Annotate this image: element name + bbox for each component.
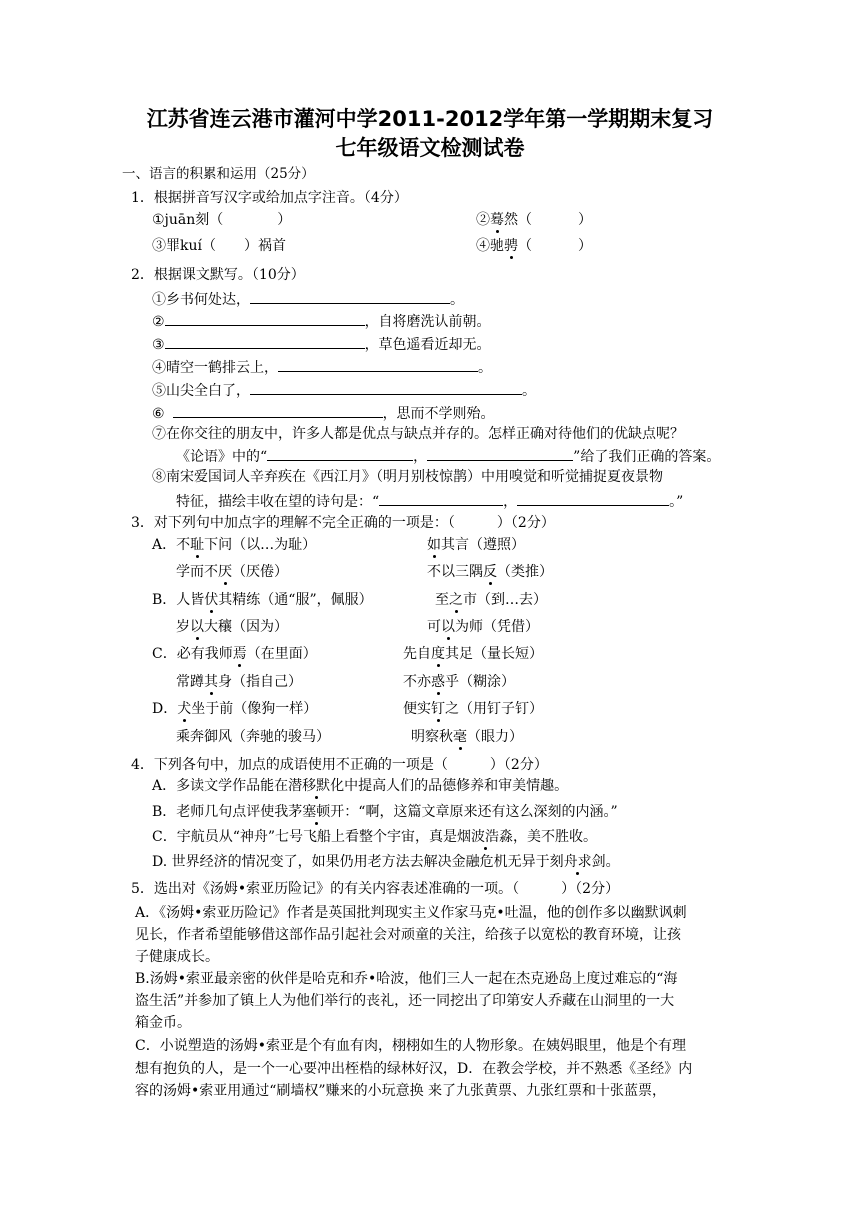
q5-option-a-line1: A．《汤姆•索亚历险记》作者是英国批判现实主义作家马克•吐温，他的创作多以幽默讽刺	[135, 905, 687, 921]
fill-blank[interactable]	[517, 491, 669, 506]
q3-a3-dotted: 厌	[218, 564, 232, 580]
q3-d1-dotted: 犬	[177, 701, 192, 717]
q5-option-b-line3: 箱金币。	[135, 1015, 191, 1031]
q2-l4-pre: ④晴空一鹤排云上，	[152, 360, 278, 376]
q3-c3-dotted: 其	[204, 674, 218, 690]
q2-l4-post: 。	[478, 360, 492, 376]
q1-b-text: 然（	[504, 212, 532, 228]
q4-b-post: ：“啊，这篇文章原来还有这么深刻的内涵。”	[344, 804, 618, 820]
q5-option-a-line2: 见长，作者希望能够借这部作品引起社会对顽童的关注，给孩子以宽松的教育环境，让孩	[135, 927, 681, 943]
q3-d4-dotted: 毫	[453, 729, 467, 745]
q3-a1-post: 下问（以…为耻）	[204, 537, 317, 553]
q4-d-idiom: 刻舟求剑	[549, 854, 606, 870]
q2-l1-post: 。	[450, 292, 464, 308]
q1-c-close: ）祸首	[243, 238, 286, 254]
q3-c4-dotted: 惑	[431, 674, 445, 690]
q2-l6-post: ，思而不学则殆。	[382, 406, 495, 422]
q3-option-c2	[403, 645, 543, 663]
q3-a2-post: 其言（遵照）	[441, 537, 525, 553]
q2-l8b-mid: ，	[503, 494, 518, 510]
q2-line-5	[152, 380, 536, 400]
fill-blank[interactable]	[379, 491, 503, 506]
q3-option-c3	[176, 673, 302, 691]
q3-d4-post: （眼力）	[467, 729, 523, 745]
q2-line-8b	[176, 491, 683, 511]
q4-a-idiom: 潜移默化	[288, 778, 345, 794]
q3-d2-post: 之（用钉子钉）	[445, 701, 543, 717]
q2-l7b-mid: ，	[413, 449, 428, 465]
q3-c4-pre: 不亦	[403, 674, 431, 690]
q3-option-a3	[176, 563, 288, 581]
fill-blank[interactable]	[173, 403, 383, 418]
q2-stem: 2．根据课文默写。（10分）	[131, 267, 305, 283]
q3-b4-dotted: 以	[441, 619, 455, 635]
q4-b-pre: B．老师几句点评使我	[152, 804, 289, 820]
section-heading: 一、语言的积累和运用（25分）	[122, 166, 315, 182]
q3-a4-post: （类推）	[497, 564, 553, 580]
q2-l1-pre: ①乡书何处达，	[152, 292, 250, 308]
q1-a-text: ①juān刻（	[152, 212, 224, 228]
fill-blank[interactable]	[165, 311, 365, 326]
q3-c2-pre: 先自	[403, 646, 431, 662]
q1-d-open: （	[518, 238, 532, 254]
q5-option-c-line3: 容的汤姆•索亚用通过“刷墙权”赚来的小玩意换 来了九张黄票、九张红票和十张蓝票，	[135, 1083, 667, 1099]
q3-option-b2	[435, 591, 547, 609]
q2-line-7a: ⑦在你交往的朋友中，许多人都是优点与缺点并存的。怎样正确对待他们的优缺点呢？	[152, 426, 684, 442]
q2-l7b-pre: 《论语》中的“	[176, 449, 268, 465]
q3-a3-post: （厌倦）	[232, 564, 288, 580]
q1-item-c	[152, 237, 286, 255]
q3-b1-post: 其精练（通“服”，佩服）	[218, 592, 373, 608]
q5-stem: 5．选出对《汤姆•索亚历险记》的有关内容表述准确的一项。（ ）（2分）	[131, 881, 620, 897]
q5-option-c-line1: C．小说塑造的汤姆•索亚是个有血有肉，栩栩如生的人物形象。在姨妈眼里，他是个有理	[135, 1038, 686, 1054]
q2-l8b-post: 。”	[669, 494, 684, 510]
q3-a3-pre: 学而不	[176, 564, 218, 580]
q1-c-text: ③罪kuí（	[152, 238, 216, 254]
q1-d-close: ）	[578, 238, 592, 254]
q5-option-b-line1: B.汤姆•索亚最亲密的伙伴是哈克和乔•哈波，他们三人一起在杰克逊岛上度过难忘的“海	[135, 971, 678, 987]
q4-d-post: 。	[605, 854, 620, 870]
q3-a4-dotted: 反	[483, 564, 497, 580]
q3-b4-pre: 可	[427, 619, 441, 635]
q3-option-d1	[152, 700, 317, 718]
exam-title-line2: 七年级语文检测试卷	[335, 136, 525, 160]
q3-c3-pre: 常蹲	[176, 674, 204, 690]
fill-blank[interactable]	[250, 380, 522, 395]
q5-option-c-line2: 想有抱负的人，是一个一心要冲出桎梏的绿林好汉，D．在教会学校，并不熟悉《圣经》内	[135, 1061, 693, 1077]
q4-option-a	[152, 777, 568, 795]
q3-b1-dotted: 伏	[204, 592, 219, 608]
q5-option-b-line2: 盗生活”并参加了镇上人为他们举行的丧礼，还一同挖出了印第安人乔藏在山洞里的一大	[135, 993, 675, 1009]
fill-blank[interactable]	[427, 446, 573, 461]
q2-l6-pre: ⑥	[152, 406, 165, 422]
q5-option-a-line3: 子健康成长。	[135, 949, 219, 965]
q3-option-d2	[403, 700, 543, 718]
q1-d-text: ④驰	[476, 238, 504, 254]
q1-item-d	[476, 237, 592, 255]
q3-c1-pre: C．必有我师	[152, 646, 233, 662]
fill-blank[interactable]	[165, 334, 365, 349]
q4-c-idiom: 烟波浩淼	[457, 829, 514, 845]
q2-l5-post: 。	[522, 383, 536, 399]
q2-l3-post: ，草色遥看近却无。	[364, 337, 491, 353]
q2-l3-pre: ③	[152, 337, 165, 353]
q4-stem: 4．下列各句中，加点的成语使用不正确的一项是（ ）（2分）	[131, 757, 548, 773]
q2-line-7b	[176, 446, 720, 466]
q4-b-idiom: 茅塞顿开	[288, 804, 345, 820]
q3-d2-dotted: 钉	[431, 701, 445, 717]
q3-a2-dotted: 如	[427, 537, 441, 553]
q1-item-b	[476, 211, 592, 229]
q4-a-pre: A．多读文学作品能在	[152, 778, 289, 794]
q3-option-c1	[152, 645, 317, 663]
q4-c-pre: C．宇航员从“神舟”七号飞船上看整个宇宙，真是	[152, 829, 458, 845]
q2-line-1	[152, 289, 464, 309]
q1-a-close: ）	[277, 212, 292, 228]
q3-d4-pre: 明察秋	[411, 729, 453, 745]
q3-a4-pre: 不以三隅	[427, 564, 483, 580]
q3-a1-dotted: 耻	[190, 537, 205, 553]
q1-d-dotted-char: 骋	[504, 238, 518, 254]
q3-b2-dotted: 之	[449, 592, 463, 608]
q3-b3-post: 大穰（因为）	[204, 619, 288, 635]
q4-option-d	[152, 853, 620, 871]
q1-item-a	[152, 211, 291, 229]
q4-option-c	[152, 828, 597, 846]
q4-option-b	[152, 803, 618, 821]
q1-b-close: ）	[578, 212, 592, 228]
q1-b-num: ②	[476, 212, 490, 228]
q3-c2-post: 其足（量长短）	[445, 646, 543, 662]
q3-c3-post: 身（指自己）	[218, 674, 302, 690]
q3-c4-post: 乎（糊涂）	[445, 674, 515, 690]
q2-line-4	[152, 357, 492, 377]
q2-l5-pre: ⑤山尖全白了，	[152, 383, 250, 399]
q1-stem: 1．根据拼音写汉字或给加点字注音。（4分）	[131, 190, 408, 206]
q3-c2-dotted: 度	[431, 646, 445, 662]
q2-l2-pre: ②	[152, 314, 165, 330]
q2-l8b-pre: 特征，描绘丰收在望的诗句是：“	[176, 494, 380, 510]
q3-option-a4	[427, 563, 553, 581]
q3-option-d4	[411, 728, 523, 746]
q2-l2-post: ，自将磨洗认前朝。	[364, 314, 491, 330]
q4-c-post: ，美不胜收。	[513, 829, 598, 845]
q3-option-d3: 乘奔御风（奔驰的骏马）	[176, 729, 330, 745]
q3-option-c4	[403, 673, 515, 691]
q3-option-a1	[152, 536, 316, 554]
q1-b-dotted-char: 蓦	[490, 212, 504, 228]
q2-line-2	[152, 311, 491, 331]
q2-line-3	[152, 334, 491, 354]
fill-blank[interactable]	[250, 289, 450, 304]
q2-line-8a: ⑧南宋爱国词人辛弃疾在《西江月》（明月别枝惊鹊）中用嗅觉和听觉捕捉夏夜景物	[152, 469, 663, 485]
q3-b1-pre: B．人皆	[152, 592, 205, 608]
fill-blank[interactable]	[278, 357, 478, 372]
q4-a-post: 中提高人们的品德修养和审美情趣。	[344, 778, 569, 794]
q3-stem: 3．对下列句中加点字的理解不完全正确的一项是：（ ）（2分）	[131, 515, 555, 531]
q3-b2-post: 市（到…去）	[463, 592, 547, 608]
q3-d1-post: 坐于前（像狗一样）	[191, 701, 318, 717]
q4-d-pre: D. 世界经济的情况变了，如果仍用老方法去解决金融危机无异于	[152, 854, 550, 870]
fill-blank[interactable]	[267, 446, 413, 461]
q3-b3-pre: 岁	[176, 619, 190, 635]
exam-title-line1: 江苏省连云港市灌河中学2011-2012学年第一学期期末复习	[146, 107, 714, 131]
q3-d1-pre: D．	[152, 701, 178, 717]
q2-l7b-post: ”给了我们正确的答案。	[573, 449, 721, 465]
q2-line-6	[152, 403, 495, 423]
q3-b3-dotted: 以	[190, 619, 204, 635]
q3-c1-post: （在里面）	[246, 646, 317, 662]
q3-b4-post: 为师（凭借）	[455, 619, 539, 635]
q3-b2-pre: 至	[435, 592, 449, 608]
q3-a1-pre: A．不	[152, 537, 191, 553]
q3-option-b3	[176, 618, 288, 636]
q3-c1-dotted: 焉	[232, 646, 247, 662]
q3-option-b1	[152, 591, 373, 609]
q3-option-a2	[427, 536, 525, 554]
q3-d2-pre: 便实	[403, 701, 431, 717]
q3-option-b4	[427, 618, 539, 636]
